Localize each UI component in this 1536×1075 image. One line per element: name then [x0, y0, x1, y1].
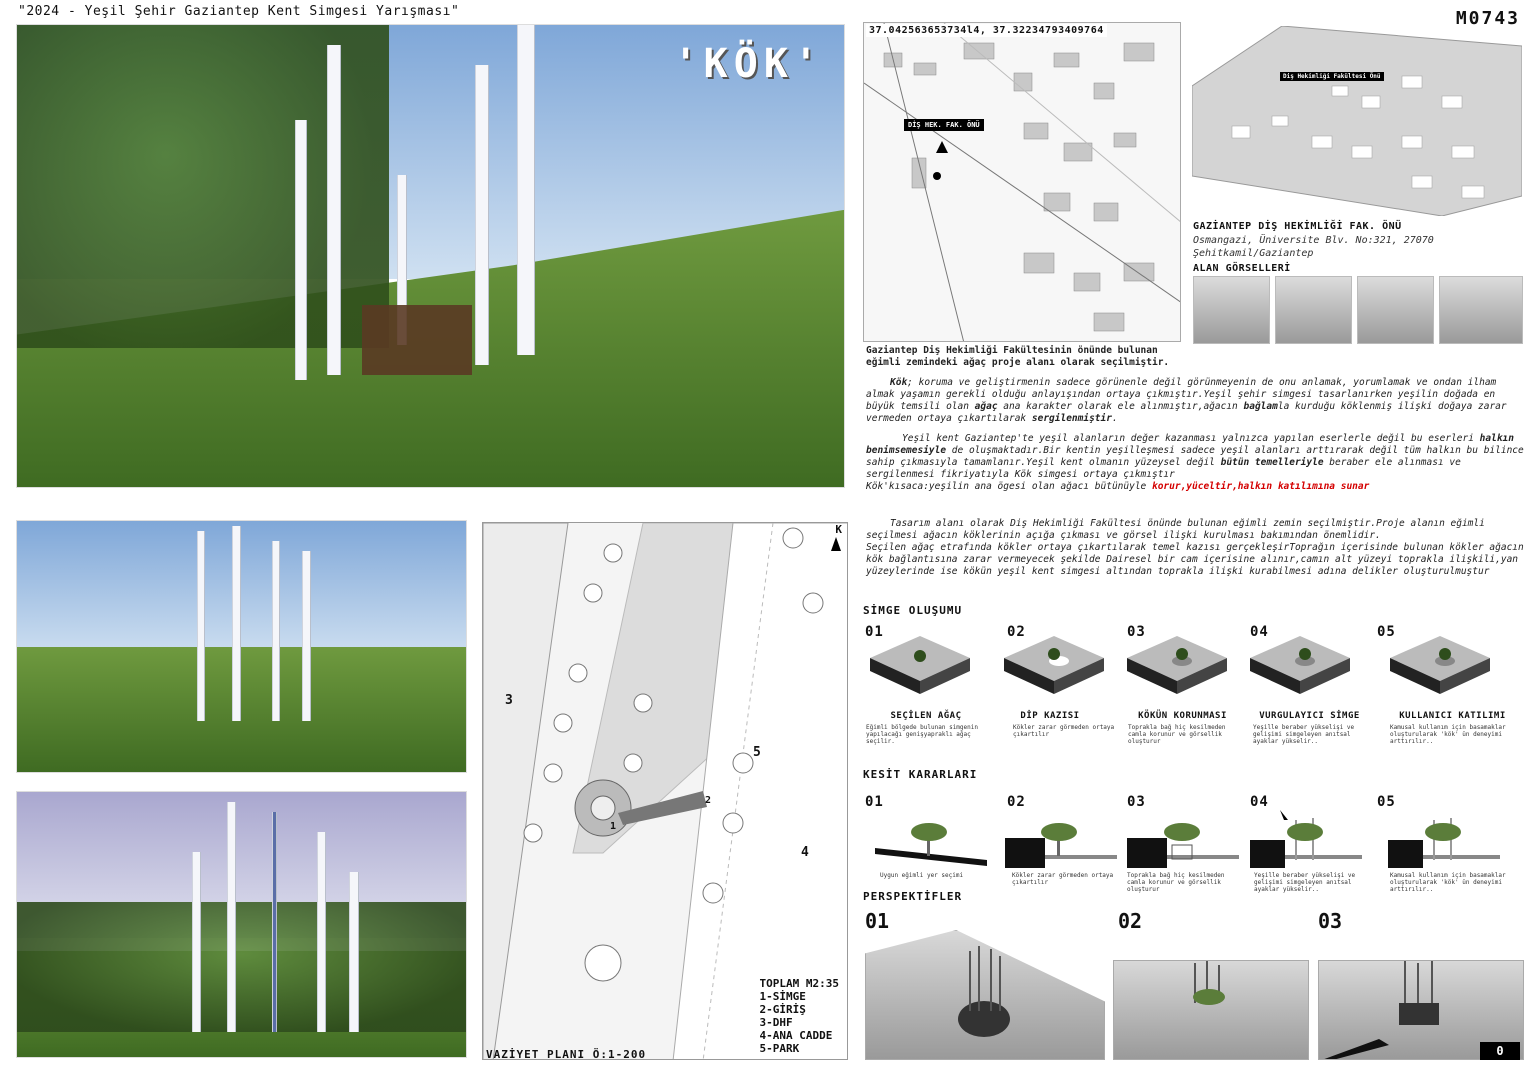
render-pillar [272, 541, 280, 721]
legend-item: 2-GİRİŞ [759, 1003, 806, 1016]
kesit-step-desc: Uygun eğimli yer seçimi [880, 872, 964, 879]
kok-bold: sergilenmiştir [1031, 413, 1112, 424]
simge-step-title: KÖKÜN KORUNMASI [1138, 711, 1227, 721]
render-pillar [517, 25, 535, 355]
kok-bold: ağaç [974, 401, 998, 412]
render-pillar [272, 812, 277, 1032]
kesit-step-desc: Yeşille beraber yükselişi ve gelişimi simgeleyen anıtsal ayaklar yükselir.. [1254, 872, 1356, 893]
perspektif-number: 02 [1118, 909, 1143, 933]
area-photo [1275, 276, 1352, 344]
plan-label-3: 3 [505, 693, 514, 708]
kesit-step-desc: Toprakla bağ hiç kesilmeden camla korunur ve görsellik oluşturur [1127, 872, 1225, 893]
simge-step-diagram [870, 636, 970, 706]
aerial-map-drawing [1192, 26, 1522, 216]
kesit-step-diagram [1005, 810, 1117, 870]
site-plan-title: VAZİYET PLANI Ö:1-200 [486, 1048, 647, 1061]
render-root-box [362, 305, 472, 375]
kok-text: . [1111, 413, 1118, 424]
kesit-step-number: 05 [1377, 794, 1396, 810]
green-text: Yeşil kent Gaziantep'te yeşil alanların değer kazanması yalnızca yapılan eserlerle değil bu eserleri [902, 433, 1480, 444]
plan-total: TOPLAM M2:35 [759, 977, 839, 990]
simge-step-title: KULLANICI KATILIMI [1399, 711, 1506, 721]
area-photos-title: ALAN GÖRSELLERİ [1193, 263, 1291, 274]
perspektif-section-title: PERSPEKTİFLER [863, 890, 963, 903]
render-pillar [327, 45, 341, 375]
plan-label-1: 1 [610, 821, 618, 832]
legend-item: 4-ANA CADDE [759, 1029, 833, 1042]
site-name: GAZİANTEP DİŞ HEKİMLİĞİ FAK. ÖNÜ [1193, 221, 1402, 232]
plan-label-2: 2 [705, 795, 713, 806]
perspektif-number: 01 [865, 909, 890, 933]
simge-step-number: 03 [1127, 624, 1146, 640]
kesit-step-number: 04 [1250, 794, 1269, 810]
simge-step-desc: Yeşille beraber yükselişi ve gelişimi simgeleyen anıtsal ayaklar yükselir.. [1253, 724, 1355, 745]
area-photo [1357, 276, 1434, 344]
area-photo [1439, 276, 1523, 344]
project-title: 'KÖK' [673, 41, 824, 87]
kok-text: ana karakter olarak ele alınmıştır,ağacın [997, 401, 1244, 412]
coordinates: 37.042563653734l4, 37.32234793409764 [866, 24, 1107, 37]
green-bold: bütün temelleriyle [1220, 457, 1324, 468]
location-arrow-icon [936, 141, 948, 153]
kesit-step-number: 02 [1007, 794, 1026, 810]
render-pillar [317, 832, 326, 1032]
simge-step-number: 05 [1377, 624, 1396, 640]
kesit-section-title: KESİT KARARLARI [863, 768, 978, 781]
aerial-map [1192, 26, 1522, 216]
page-badge: 0 [1480, 1042, 1520, 1060]
kesit-step-desc: Kökler zarar görmeden ortaya çıkartılır [1012, 872, 1114, 886]
design-text: Seçilen ağaç etrafında kökler ortaya çıkartılarak temel kazısı gerçekleşirToprağın içerisinde bulunan kökler ağacın kök bağlantısına zarar vermeyecek şekilde Dairesel bir cam içerisine alınır,camın alt yüzeyi toprakla ilişkili,yan yüzeylerinde ise kökün yeşil kent simgesi altından toprakla ilişki kurabilmesi adına delikler oluşturulmuştur [866, 542, 1524, 577]
render-sky [17, 521, 466, 659]
green-text: Kök'kısaca:yeşilin ana ögesi olan ağacı bütünüyle [866, 481, 1152, 492]
legend-item: 1-SİMGE [759, 990, 806, 1003]
render-pillar [192, 852, 201, 1032]
simge-step-diagram [1127, 636, 1227, 706]
north-arrow-icon [831, 537, 841, 551]
green-text: beraber ele alınması ve sergilenmesi fikriyatıyla Kök simgesi ortaya çıkmıştır [866, 457, 1461, 480]
kok-bold: bağlam [1243, 401, 1278, 412]
simge-step-desc: Kamusal kullanım için basamaklar oluşturularak 'kök' ün deneyimi arttırılır.. [1390, 724, 1506, 745]
render-pillar [232, 526, 241, 721]
north-label: K [835, 523, 843, 536]
simge-step-title: SEÇİLEN AĞAÇ [890, 711, 962, 721]
simge-step-desc: Kökler zarar görmeden ortaya çıkartılır [1013, 724, 1115, 738]
render-pillar [349, 872, 359, 1032]
map-location-label: DİŞ HEK. FAK. ÖNÜ [904, 119, 984, 131]
render-pillar [302, 551, 311, 721]
competition-title: "2024 - Yeşil Şehir Gaziantep Kent Simgesi Yarışması" [18, 4, 460, 19]
kesit-step-diagram [875, 810, 987, 870]
kesit-step-diagram [1388, 810, 1500, 870]
kesit-step-diagram [1250, 810, 1362, 870]
kok-paragraph [866, 377, 1524, 425]
area-photo [1193, 276, 1270, 344]
kesit-step-desc: Kamusal kullanım için basamaklar oluşturularak 'kök' ün deneyimi arttırılır.. [1390, 872, 1506, 893]
legend-item: 5-PARK [759, 1042, 800, 1055]
simge-step-title: VURGULAYICI SİMGE [1259, 711, 1360, 721]
kok-text: ; koruma ve geliştirmenin sadece görünenle değil görünmeyenin de onu anlamak, yorumlamak ve ondan ilham almak yaşamın gerekli olduğu anlayışından ortaya çıkmıştır.Yeşil şehir simgesi tasarlanırken yeşilin doğada en büyük temsili olan [866, 377, 1497, 412]
simge-step-diagram [1250, 636, 1350, 706]
render-pillar [227, 802, 236, 1032]
location-map [863, 22, 1181, 342]
render-grass [17, 647, 466, 773]
design-paragraph [866, 518, 1524, 578]
aerial-location-label: Diş Hekimliği Fakültesi Önü [1280, 72, 1384, 81]
kesit-step-diagram [1127, 810, 1239, 870]
green-bold: halkın benimsemesiyle [866, 433, 1514, 456]
design-text: Tasarım alanı olarak Diş Hekimliği Fakültesi önünde bulunan eğimli zemin seçilmiştir.Proje alanın eğimli seçilmesi ağacın köklerinin açığa çıkması ve görsel ilişki kurulması bakımından önemlidir. [866, 518, 1485, 541]
site-plan [482, 522, 848, 1060]
plan-legend [760, 977, 839, 1055]
perspektif-number: 03 [1318, 909, 1343, 933]
simge-step-number: 01 [865, 624, 884, 640]
plan-label-4: 4 [801, 845, 810, 860]
render-pillar [197, 531, 205, 721]
render-image-3 [16, 791, 467, 1058]
intro-paragraph: Gaziantep Diş Hekimliği Fakültesinin önünde bulunan eğimli zemindeki ağaç proje alanı olarak seçilmiştir. [866, 345, 1170, 368]
kok-word: Kök [890, 377, 908, 388]
render-image-2 [16, 520, 467, 773]
kesit-step-number: 01 [865, 794, 884, 810]
simge-step-number: 04 [1250, 624, 1269, 640]
green-paragraph [866, 433, 1524, 493]
green-text: de oluşmaktadır.Bir kentin yeşilleşmesi sadece yeşil alanları arttırarak değil tüm halkın bu bilince sahip çıkmasıyla tamamlanır.Yeşil kent olmanın yüzeysel değil [866, 445, 1524, 468]
perspective-view-2 [1113, 960, 1309, 1060]
site-address: Osmangazi, Üniversite Blv. No:321, 27070 Şehitkamil/Gaziantep [1193, 235, 1434, 259]
kok-text: la kurduğu köklenmiş ilişki doğaya zarar vermeden ortaya çıkartılarak [866, 401, 1507, 424]
kesit-step-number: 03 [1127, 794, 1146, 810]
simge-step-title: DİP KAZISI [1020, 711, 1080, 721]
main-render-image [16, 24, 845, 488]
perspective-drawing [866, 931, 1105, 1060]
perspective-view-1 [865, 930, 1105, 1060]
render-pillar [475, 65, 489, 365]
entry-code: M0743 [1455, 8, 1520, 29]
green-highlight: korur,yüceltir,halkın katılımına sunar [1151, 481, 1370, 492]
simge-step-diagram [1004, 636, 1104, 706]
legend-item: 3-DHF [759, 1016, 793, 1029]
render-trees [17, 902, 466, 1032]
simge-step-number: 02 [1007, 624, 1026, 640]
simge-section-title: SİMGE OLUŞUMU [863, 604, 963, 617]
simge-step-desc: Toprakla bağ hiç kesilmeden camla korunur ve görsellik oluşturur [1128, 724, 1226, 745]
plan-label-5: 5 [753, 745, 762, 760]
simge-step-diagram [1390, 636, 1490, 706]
map-drawing [864, 23, 1181, 342]
simge-step-desc: Eğimli bölgede bulunan simgenin yapılacağı genişyapraklı ağaç seçilir. [866, 724, 978, 745]
render-pillar [295, 120, 307, 380]
perspective-drawing [1114, 961, 1309, 1060]
